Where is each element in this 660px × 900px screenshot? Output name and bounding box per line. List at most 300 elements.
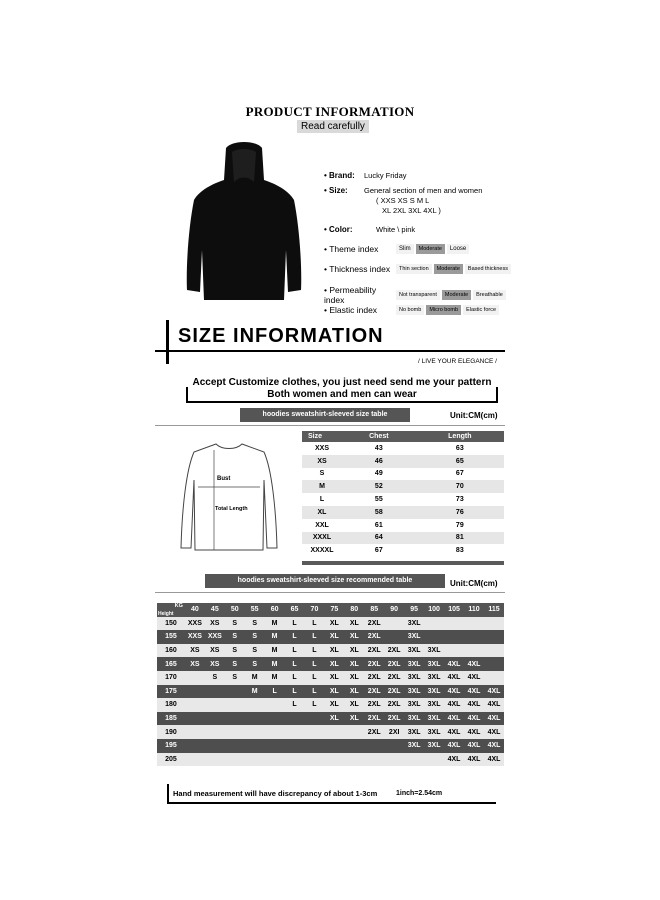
size-cell: XL	[344, 630, 364, 644]
rec-row	[157, 617, 504, 631]
size-cell	[424, 753, 444, 767]
elastic-opt-3: Elastic force	[463, 305, 499, 315]
theme-opt-3: Loose	[447, 244, 469, 254]
size-cell: L	[285, 630, 305, 644]
size-cell	[464, 644, 484, 658]
size-cell: 4XL	[484, 739, 504, 753]
footer-left-bar	[167, 784, 169, 804]
size-cell: 2XL	[364, 657, 384, 671]
rec-table-title: hoodies sweatshirt-sleeved size recommended table	[205, 574, 445, 588]
size-cell	[424, 617, 444, 631]
weight-header: 65	[285, 603, 305, 617]
cell: 81	[416, 532, 504, 545]
height-cell: 185	[157, 712, 185, 726]
size-cell	[245, 712, 265, 726]
cell: L	[302, 493, 342, 506]
size-cell: 3XL	[424, 644, 444, 658]
size-cell	[185, 725, 205, 739]
size-cell: 4XL	[444, 698, 464, 712]
page-subtitle: Read carefully	[297, 120, 369, 133]
size-cell: 2XL	[364, 685, 384, 699]
size-cell: 4XL	[444, 725, 464, 739]
size-cell	[304, 712, 324, 726]
size-cell: XL	[324, 657, 344, 671]
size-cell	[185, 712, 205, 726]
size-cell	[324, 753, 344, 767]
size-cell: 2XL	[384, 685, 404, 699]
height-cell: 155	[157, 630, 185, 644]
size-cell: XXS	[185, 630, 205, 644]
size-table-title: hoodies sweatshirt-sleeved size table	[240, 408, 410, 422]
size-cell	[265, 698, 285, 712]
size-cell	[304, 725, 324, 739]
size-cell: S	[225, 644, 245, 658]
size-cell	[444, 644, 464, 658]
cell: XXS	[302, 442, 342, 455]
size-cell	[404, 753, 424, 767]
perm-opt-1: Not transparent	[396, 290, 440, 300]
size-cell: 4XL	[444, 657, 464, 671]
size-cell: S	[245, 630, 265, 644]
size-cell: 4XL	[444, 712, 464, 726]
size-cell: XL	[324, 630, 344, 644]
hoodie-image	[184, 140, 304, 310]
size-cell: 3XL	[404, 698, 424, 712]
size-cell: XL	[324, 617, 344, 631]
title-underline	[155, 350, 505, 352]
height-cell: 190	[157, 725, 185, 739]
size-cell: S	[245, 657, 265, 671]
page-title: PRODUCT INFORMATION	[245, 104, 415, 119]
cell: XXXXL	[302, 544, 342, 557]
spec-thickness: • Thickness index Thin section Moderate Based thickness	[324, 264, 511, 274]
size-cell: S	[225, 630, 245, 644]
cell: 67	[416, 468, 504, 481]
size-cell	[265, 739, 285, 753]
height-cell: 160	[157, 644, 185, 658]
rec-row	[157, 644, 504, 658]
size-cell	[185, 698, 205, 712]
height-cell: 150	[157, 617, 185, 631]
size-cell: M	[265, 630, 285, 644]
divider-line-2	[155, 592, 505, 593]
cell: 83	[416, 544, 504, 557]
size-cell	[364, 739, 384, 753]
cell: M	[302, 480, 342, 493]
rec-row	[157, 712, 504, 726]
footer-note: Hand measurement will have discrepancy of about 1-3cm	[173, 789, 378, 798]
perm-opt-3: Breathable	[473, 290, 506, 300]
size-chart-table	[302, 431, 504, 557]
size-cell: L	[304, 698, 324, 712]
size-cell	[285, 725, 305, 739]
spec-permeability: • Permeability index Not transparent Moderate Breathable	[324, 285, 506, 305]
cell: 63	[416, 442, 504, 455]
size-cell	[484, 630, 504, 644]
size-cell	[185, 685, 205, 699]
theme-opt-1: Slim	[396, 244, 414, 254]
rec-row	[157, 685, 504, 699]
table-row	[302, 506, 504, 519]
brand-label: Brand:	[329, 171, 355, 180]
weight-header: 85	[364, 603, 384, 617]
size-cell: XL	[324, 644, 344, 658]
rec-row	[157, 630, 504, 644]
size-cell: 3XL	[404, 630, 424, 644]
size-cell: M	[265, 657, 285, 671]
col-size: Size	[302, 431, 342, 442]
size-cell	[265, 753, 285, 767]
size-cell: XL	[324, 698, 344, 712]
size-cell	[384, 617, 404, 631]
size-cell	[225, 685, 245, 699]
rec-row	[157, 739, 504, 753]
size-cell: L	[265, 685, 285, 699]
size-cell	[245, 739, 265, 753]
size-cell	[225, 725, 245, 739]
size-cell: 3XL	[424, 725, 444, 739]
size-cell	[185, 739, 205, 753]
size-cell: 4XL	[444, 685, 464, 699]
cell: S	[302, 468, 342, 481]
size-cell	[444, 617, 464, 631]
divider-line	[155, 425, 505, 426]
size-cell	[245, 725, 265, 739]
size-cell	[324, 725, 344, 739]
size-cell: M	[265, 617, 285, 631]
spec-theme: • Theme index Slim Moderate Loose	[324, 244, 469, 254]
table-row	[302, 493, 504, 506]
perm-opt-2: Moderate	[442, 290, 471, 300]
rec-row	[157, 753, 504, 767]
size-cell: XXS	[205, 630, 225, 644]
thickness-opt-1: Thin section	[396, 264, 432, 274]
size-cell: L	[285, 698, 305, 712]
diagram-length-label: Total Length	[215, 506, 248, 512]
size-cell: M	[245, 685, 265, 699]
tagline: / LIVE YOUR ELEGANCE /	[418, 358, 497, 365]
size-cell: 4XL	[464, 753, 484, 767]
weight-header: 60	[265, 603, 285, 617]
cell: 70	[416, 480, 504, 493]
recommended-size-table	[157, 603, 504, 766]
weight-header: 55	[245, 603, 265, 617]
accept-text	[186, 377, 498, 401]
cell: 58	[342, 506, 416, 519]
size-cell: 3XL	[404, 739, 424, 753]
size-cell: XXS	[185, 617, 205, 631]
size-cell: L	[285, 657, 305, 671]
size-cell: XL	[344, 671, 364, 685]
accept-line2: Both women and men can wear	[267, 389, 417, 400]
size-cell: 3XL	[424, 739, 444, 753]
size-cell	[225, 739, 245, 753]
size-cell	[225, 712, 245, 726]
size-table-unit: Unit:CM(cm)	[450, 411, 498, 420]
size-cell: 4XL	[484, 698, 504, 712]
size-cell: XL	[324, 685, 344, 699]
size-cell: 4XL	[464, 685, 484, 699]
size-cell: XL	[324, 671, 344, 685]
size-cell	[344, 753, 364, 767]
perm-label: Permeability index	[324, 285, 377, 305]
table-row	[302, 468, 504, 481]
cell: 65	[416, 455, 504, 468]
size-cell: 3XL	[424, 712, 444, 726]
size-cell	[484, 644, 504, 658]
elastic-opt-1: No bomb	[396, 305, 424, 315]
weight-header: 50	[225, 603, 245, 617]
size-cell	[205, 739, 225, 753]
spec-brand: • Brand: Lucky Friday	[324, 171, 407, 180]
size-cell: 3XL	[404, 685, 424, 699]
shirt-diagram	[178, 440, 280, 555]
rec-header-row	[157, 603, 504, 617]
cell: XS	[302, 455, 342, 468]
size-cell: 2XL	[384, 712, 404, 726]
color-value: White \ pink	[376, 225, 416, 234]
cell: 52	[342, 480, 416, 493]
corner-cell	[157, 603, 185, 617]
size-line3: XL 2XL 3XL 4XL )	[382, 206, 441, 215]
size-cell	[245, 698, 265, 712]
cell: XXXL	[302, 532, 342, 545]
size-cell: M	[265, 671, 285, 685]
size-cell	[225, 753, 245, 767]
size-cell: M	[265, 644, 285, 658]
size-cell: L	[285, 685, 305, 699]
elastic-label: Elastic index	[329, 305, 378, 315]
size-cell: 2XI	[384, 725, 404, 739]
size-cell: 3XL	[404, 725, 424, 739]
weight-header: 70	[304, 603, 324, 617]
size-chart-bottom-bar	[302, 561, 504, 565]
size-cell	[484, 671, 504, 685]
size-cell: 2XL	[384, 698, 404, 712]
size-cell	[484, 657, 504, 671]
size-cell: 3XL	[424, 671, 444, 685]
size-cell: 2XL	[364, 712, 384, 726]
size-cell	[484, 617, 504, 631]
size-cell: XL	[344, 685, 364, 699]
size-cell: S	[245, 644, 265, 658]
table-row	[302, 544, 504, 557]
size-cell	[384, 630, 404, 644]
cell: 67	[342, 544, 416, 557]
cell: XXL	[302, 519, 342, 532]
table-row	[302, 519, 504, 532]
size-cell	[205, 725, 225, 739]
size-cell: 3XL	[404, 671, 424, 685]
size-cell	[384, 739, 404, 753]
cell: 61	[342, 519, 416, 532]
col-length: Length	[416, 431, 504, 442]
size-cell	[364, 753, 384, 767]
size-cell: 2XL	[364, 630, 384, 644]
size-cell	[444, 630, 464, 644]
corner-height: Height	[158, 610, 174, 617]
size-cell: 2XL	[364, 698, 384, 712]
size-cell: XS	[205, 644, 225, 658]
size-cell: S	[225, 617, 245, 631]
size-cell: 3XL	[404, 644, 424, 658]
size-cell: S	[225, 657, 245, 671]
size-cell: 2XL	[364, 644, 384, 658]
size-cell: 4XL	[464, 725, 484, 739]
size-cell: 4XL	[444, 753, 464, 767]
size-cell	[464, 630, 484, 644]
size-cell	[285, 712, 305, 726]
table-row	[302, 442, 504, 455]
size-cell: XL	[344, 712, 364, 726]
size-cell: XL	[344, 617, 364, 631]
rec-row	[157, 698, 504, 712]
spec-size: • Size: General section of men and women ( XXS XS S M L XL 2XL 3XL 4XL )	[324, 186, 483, 215]
size-cell: 2XL	[364, 725, 384, 739]
size-cell: L	[285, 671, 305, 685]
height-cell: 170	[157, 671, 185, 685]
weight-header: 40	[185, 603, 205, 617]
size-cell: L	[304, 671, 324, 685]
size-cell: L	[285, 617, 305, 631]
weight-header: 100	[424, 603, 444, 617]
size-cell: XL	[344, 698, 364, 712]
size-cell: 4XL	[444, 739, 464, 753]
weight-header: 115	[484, 603, 504, 617]
size-cell	[265, 725, 285, 739]
cell: 43	[342, 442, 416, 455]
weight-header: 80	[344, 603, 364, 617]
weight-header: 95	[404, 603, 424, 617]
size-cell: 4XL	[464, 712, 484, 726]
footer-underline	[167, 802, 496, 804]
cell: 79	[416, 519, 504, 532]
size-cell: 3XL	[404, 657, 424, 671]
rec-row	[157, 671, 504, 685]
size-cell: 4XL	[464, 671, 484, 685]
size-cell: 4XL	[484, 712, 504, 726]
size-cell: XL	[344, 644, 364, 658]
size-cell: L	[304, 617, 324, 631]
size-cell: 2XL	[384, 671, 404, 685]
table-row	[302, 480, 504, 493]
cell: 55	[342, 493, 416, 506]
size-cell	[464, 617, 484, 631]
size-cell: S	[225, 671, 245, 685]
rec-row	[157, 657, 504, 671]
size-cell	[205, 685, 225, 699]
size-cell: 4XL	[484, 725, 504, 739]
cell: 49	[342, 468, 416, 481]
size-cell: L	[304, 657, 324, 671]
theme-label: Theme index	[329, 244, 379, 254]
height-cell: 195	[157, 739, 185, 753]
elastic-opt-2: Micro bomb	[426, 305, 461, 315]
size-line2: ( XXS XS S M L	[376, 196, 430, 205]
table-row	[302, 455, 504, 468]
size-cell: 4XL	[464, 657, 484, 671]
size-cell: 2XL	[384, 657, 404, 671]
height-cell: 205	[157, 753, 185, 767]
thickness-label: Thickness index	[329, 264, 391, 274]
size-cell: XL	[324, 712, 344, 726]
size-cell: 2XL	[384, 644, 404, 658]
size-cell: XL	[344, 657, 364, 671]
size-cell	[185, 753, 205, 767]
size-cell: 4XL	[484, 685, 504, 699]
size-cell	[205, 753, 225, 767]
size-cell: 3XL	[424, 698, 444, 712]
size-cell	[344, 725, 364, 739]
table-row	[302, 532, 504, 545]
size-cell: L	[304, 644, 324, 658]
weight-header: 110	[464, 603, 484, 617]
size-cell: 4XL	[484, 753, 504, 767]
size-cell: XS	[205, 617, 225, 631]
thickness-opt-3: Based thickness	[465, 264, 511, 274]
cell: 76	[416, 506, 504, 519]
size-cell	[424, 630, 444, 644]
height-cell: 175	[157, 685, 185, 699]
size-cell: 2XL	[364, 671, 384, 685]
size-cell: 2XL	[364, 617, 384, 631]
thickness-opt-2: Moderate	[434, 264, 463, 274]
corner-kg: KG	[174, 603, 183, 609]
weight-header: 90	[384, 603, 404, 617]
size-cell: 3XL	[424, 685, 444, 699]
size-cell: 4XL	[464, 698, 484, 712]
spec-elastic: • Elastic index No bomb Micro bomb Elastic force	[324, 305, 499, 315]
size-cell	[384, 753, 404, 767]
size-cell: L	[304, 685, 324, 699]
accept-line1: Accept Customize clothes, you just need send me your pattern	[192, 377, 492, 388]
color-label: Color:	[329, 225, 353, 234]
title-left-bar	[166, 320, 169, 364]
size-cell	[304, 753, 324, 767]
size-info-title: SIZE INFORMATION	[178, 325, 384, 347]
size-cell: S	[205, 671, 225, 685]
height-cell: 165	[157, 657, 185, 671]
size-cell	[285, 739, 305, 753]
cell: XL	[302, 506, 342, 519]
size-cell	[344, 739, 364, 753]
size-cell	[304, 739, 324, 753]
col-chest: Chest	[342, 431, 416, 442]
size-cell	[285, 753, 305, 767]
cell: 64	[342, 532, 416, 545]
size-label: Size:	[329, 186, 348, 195]
weight-header: 75	[324, 603, 344, 617]
weight-header: 45	[205, 603, 225, 617]
height-cell: 180	[157, 698, 185, 712]
size-cell: XS	[185, 644, 205, 658]
rec-table-unit: Unit:CM(cm)	[450, 579, 498, 588]
size-cell: L	[285, 644, 305, 658]
size-cell: L	[304, 630, 324, 644]
size-cell	[185, 671, 205, 685]
weight-header: 105	[444, 603, 464, 617]
brand-value: Lucky Friday	[364, 171, 407, 180]
rec-row	[157, 725, 504, 739]
size-chart-header	[302, 431, 504, 442]
size-cell: 3XL	[404, 617, 424, 631]
size-cell	[324, 739, 344, 753]
size-cell: S	[245, 617, 265, 631]
size-cell: 3XL	[404, 712, 424, 726]
diagram-bust-label: Bust	[217, 476, 231, 482]
size-cell: 4XL	[464, 739, 484, 753]
footer-conversion: 1inch=2.54cm	[396, 790, 443, 797]
